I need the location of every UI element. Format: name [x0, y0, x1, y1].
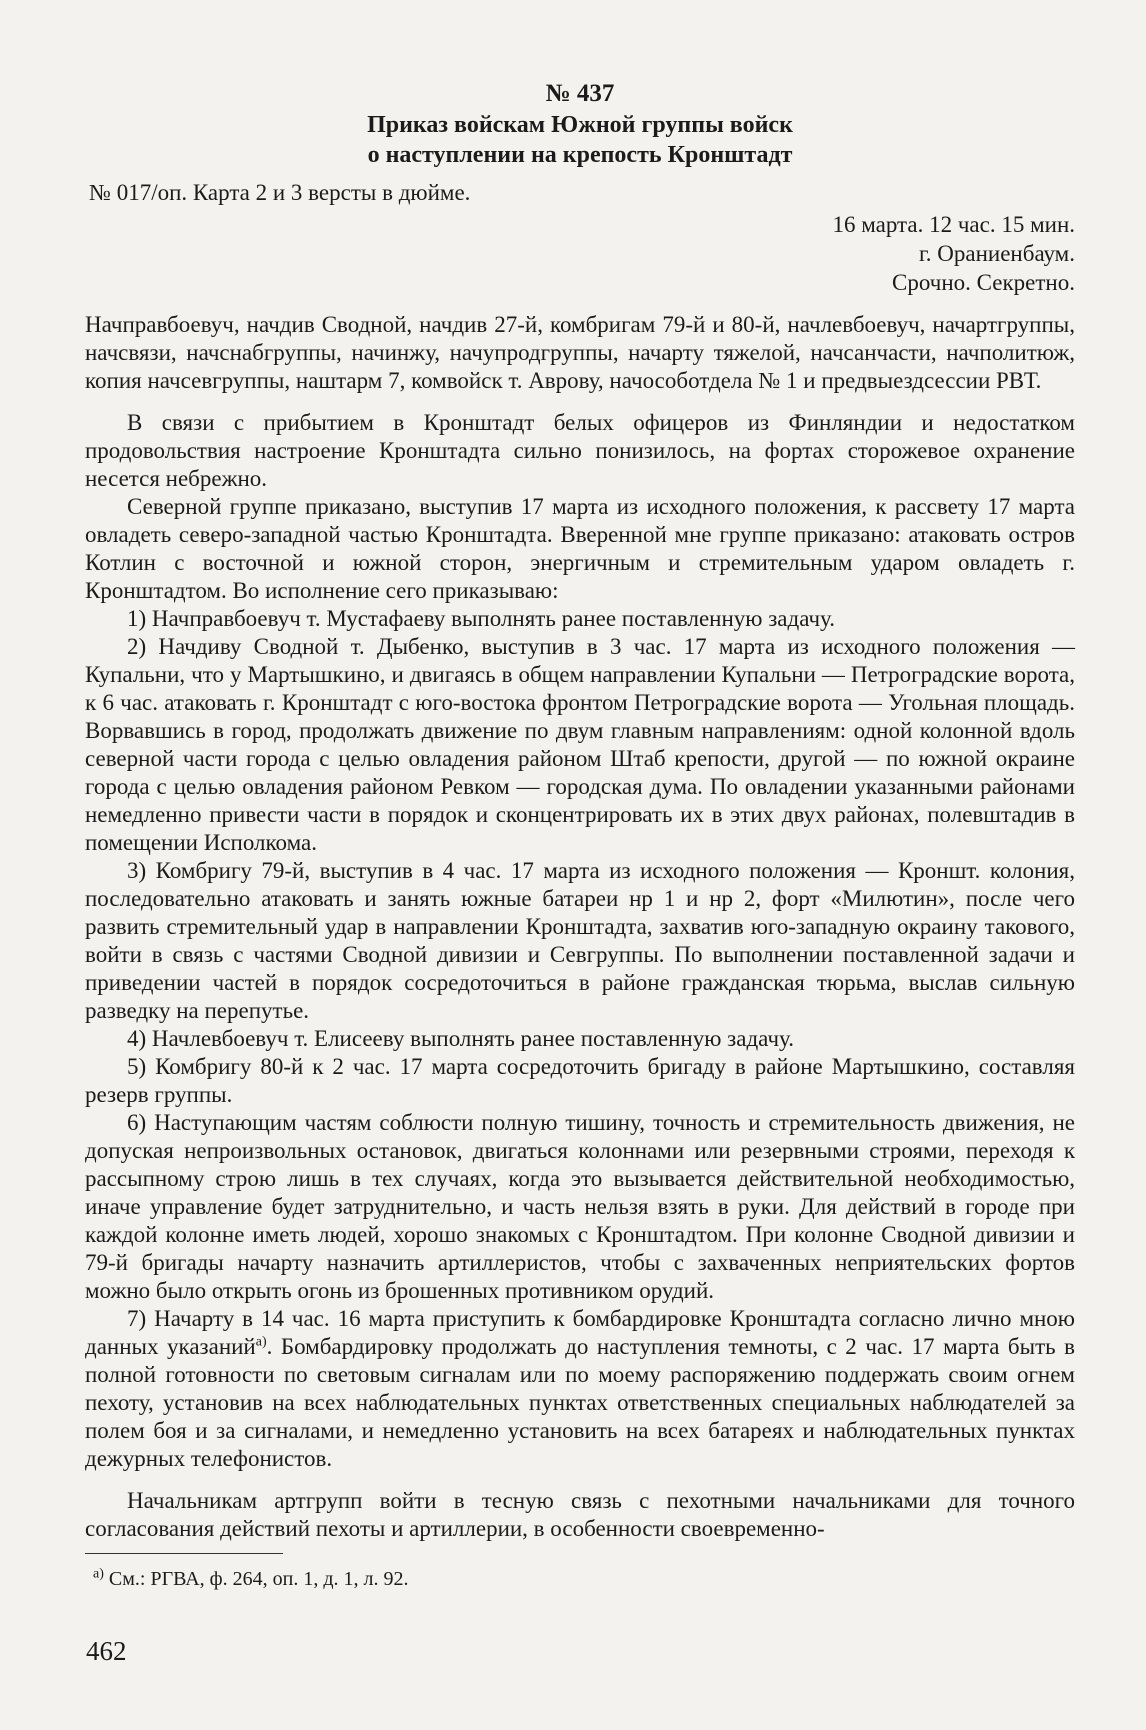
footnote-text: См.: РГВА, ф. 264, оп. 1, д. 1, л. 92. [103, 1568, 409, 1590]
footnote-divider [85, 1553, 283, 1554]
order-body [85, 409, 1075, 1543]
order-item-2: 2) Начдиву Сводной т. Дыбенко, выступив в 3 час. 17 марта из исходного положения — Купальни, что у Мартышкино, и двигаясь в общем направлении Купальни — Петроградские ворота, к 6 час. атаковать г. Кронштадт с юго-востока фронтом Петроградские ворота — Угольная площадь. Ворвавшись в город, продолжать движение по двум главным направлениям: одной колонной вдоль северной части города с целью овладения районом Штаб крепости, другой — по южной окраине города с целью овладения районом Ревком — городская дума. По овладении указанными районами немедленно привести части в порядок и сконцентрировать их в этих двух районах, полевштадив в помещении Исполкома. [85, 634, 1075, 855]
order-item-4: 4) Начлевбоевуч т. Елисееву выполнять ранее поставленную задачу. [127, 1026, 794, 1051]
dateline-place: г. Ораниенбаум. [918, 241, 1075, 266]
document-title-line-1: Приказ войскам Южной группы войск [367, 112, 793, 138]
order-item-7 [85, 1305, 1075, 1473]
document-title-line-2: о наступлении на крепость Кронштадт [367, 142, 793, 168]
document-number: № 437 [545, 80, 615, 107]
page-number: 462 [86, 1636, 127, 1666]
footnote-marker: а) [93, 1566, 104, 1582]
dateline-marks: Срочно. Секретно. [892, 270, 1075, 295]
paragraph-tasks: Северной группе приказано, выступив 17 марта из исходного положения, к рассвету 17 марта овладеть северо-западной частью Кронштадта. Вверенной мне группе приказано: атаковать остров Котлин с восточной и южной сторон, энергичным и стремительным ударом овладеть г. Кронштадтом. Во исполнение сего приказываю: [85, 494, 1075, 603]
order-item-6: 6) Наступающим частям соблюсти полную тишину, точность и стремительность движения, не допуская непроизвольных остановок, двигаться колоннами или резервными строями, переходя к рассыпному строю лишь в тех случаях, когда это вызывается действительной необходимостью, иначе управление будет затруднительно, и часть нельзя взять в руки. Для действий в городе при каждой колонне иметь людей, хорошо знакомых с Кронштадтом. При колонне Сводной дивизии и 79-й бригады начарту назначить артиллеристов, чтобы с захваченных неприятельских фортов можно было открыть огонь из брошенных противником орудий. [85, 1110, 1075, 1303]
document-page [85, 78, 1075, 1592]
dateline-time: 16 марта. 12 час. 15 мин. [832, 212, 1075, 237]
paragraph-artillery: Начальникам артгрупп войти в тесную связь с пехотными начальниками для точного согласования действий пехоты и артиллерии, в особенности своевременно- [85, 1488, 1075, 1541]
order-item-7-end: . Бомбардировку продолжать до наступления темноты, с 2 час. 17 марта быть в полной готовности по световым сигналам или по моему распоряжению поддержать своим огнем пехоту, установив на всех наблюдательных пунктах ответственных специальных наблюдателей за полем боя и за сигналами, и немедленно установить на всех батареях и наблюдательных пунктах дежурных телефонистов. [85, 1334, 1075, 1471]
order-item-5: 5) Комбригу 80-й к 2 час. 17 марта сосредоточить бригаду в районе Мартышкино, составляя резерв группы. [85, 1054, 1075, 1107]
addressees: Начправбоевуч, начдив Сводной, начдив 27-й, комбригам 79-й и 80-й, начлевбоевуч, начартгруппы, начсвязи, начснабгруппы, начинжу, начупродгруппы, начарту тяжелой, начсанчасти, начполитюж, копия начсевгруппы, наштарм 7, комвойск т. Аврову, начособотдела № 1 и предвыездсессии РВТ. [85, 312, 1075, 393]
paragraph-situation: В связи с прибытием в Кронштадт белых офицеров из Финляндии и недостатком продовольствия настроение Кронштадта сильно понизилось, на фортах сторожевое охранение несется небрежно. [85, 410, 1075, 491]
order-item-7-start: 7) Начарту в 14 час. 16 марта приступить к бомбардировке Кронштадта согласно лично мною данных указаний [85, 1306, 1075, 1359]
dateline [85, 210, 1075, 297]
footnote-reference: а) [255, 1334, 267, 1350]
footnote [85, 1566, 1075, 1592]
order-item-1: 1) Начправбоевуч т. Мустафаеву выполнять ранее поставленную задачу. [127, 606, 836, 631]
order-item-3: 3) Комбригу 79-й, выступив в 4 час. 17 марта из исходного положения — Кроншт. колония, последовательно атаковать и занять южные батареи нр 1 и нр 2, форт «Милютин», после чего развить стремительный удар в направлении Кронштадта, захватив юго-западную окраину такового, войти в связь с частями Сводной дивизии и Севгруппы. По выполнении поставленной задачи и приведении частей в порядок сосредоточиться в районе гражданская тюрьма, выслав сильную разведку на перепутье. [85, 858, 1075, 1023]
order-reference: № 017/оп. Карта 2 и 3 версты в дюйме. [89, 180, 471, 205]
